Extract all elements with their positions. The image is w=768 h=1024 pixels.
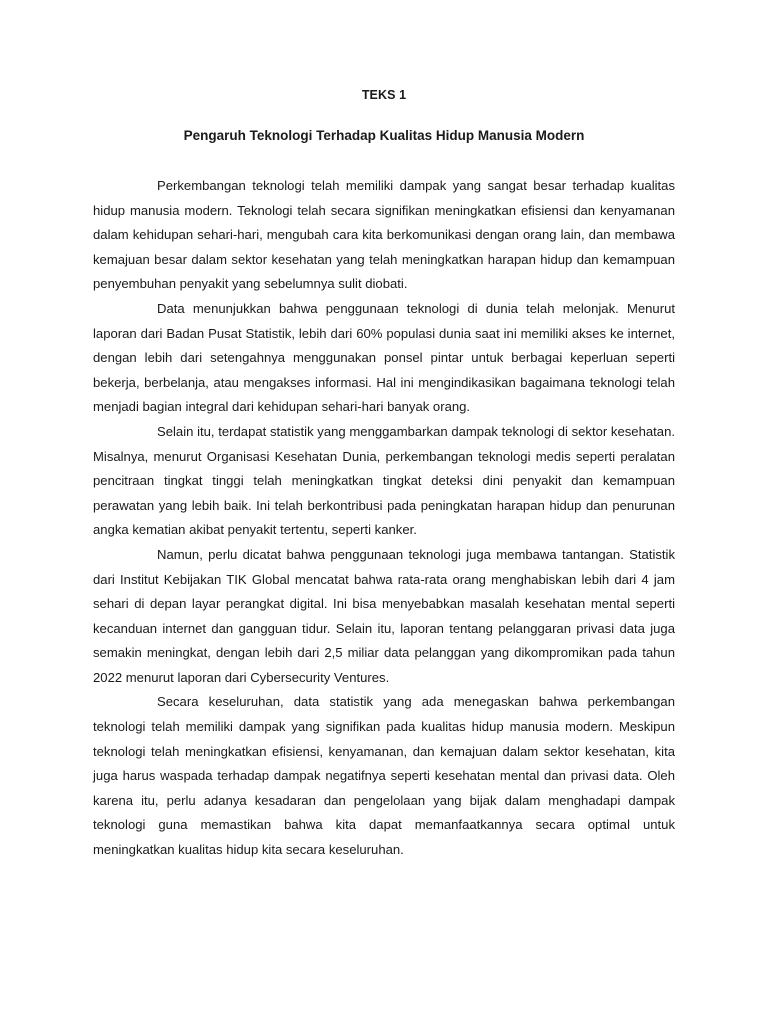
paragraph: Selain itu, terdapat statistik yang menggambarkan dampak teknologi di sektor kesehatan. Misalnya, menurut Organisasi Kesehatan Dunia, perkembangan teknologi medis seperti peralatan pencitraan tingkat tinggi telah meningkatkan tingkat deteksi dini penyakit dan kemampuan perawatan yang lebih baik. Ini telah berkontribusi pada peningkatan harapan hidup dan penurunan angka kematian akibat penyakit tertentu, seperti kanker. xyxy=(93,423,675,538)
paragraph: Secara keseluruhan, data statistik yang ada menegaskan bahwa perkembangan teknologi telah memiliki dampak yang signifikan pada kualitas hidup manusia modern. Meskipun teknologi telah meningkatkan efisiensi, kenyamanan, dan kemajuan dalam sektor kesehatan, kita juga harus waspada terhadap dampak negatifnya seperti kesehatan mental dan privasi data. Oleh karena itu, perlu adanya kesadaran dan pengelolaan yang bijak dalam menghadapi dampak teknologi guna memastikan bahwa kita dapat memanfaatkannya secara optimal untuk meningkatkan kualitas hidup kita secara keseluruhan. xyxy=(93,694,675,858)
document-title: Pengaruh Teknologi Terhadap Kualitas Hidup Manusia Modern xyxy=(183,128,585,143)
document-label: TEKS 1 xyxy=(361,88,407,102)
paragraph: Perkembangan teknologi telah memiliki dampak yang sangat besar terhadap kualitas hidup manusia modern. Teknologi telah secara signifikan meningkatkan efisiensi dan kenyamanan dalam kehidupan sehari-hari, mengubah cara kita berkomunikasi dengan orang lain, dan membawa kemajuan besar dalam sektor kesehatan yang telah meningkatkan harapan hidup dan kemampuan penyembuhan penyakit yang sebelumnya sulit diobati. xyxy=(93,178,675,292)
paragraph: Namun, perlu dicatat bahwa penggunaan teknologi juga membawa tantangan. Statistik dari Institut Kebijakan TIK Global mencatat bahwa rata-rata orang menghabiskan lebih dari 4 jam sehari di depan layar perangkat digital. Ini bisa menyebabkan masalah kesehatan mental seperti kecanduan internet dan gangguan tidur. Selain itu, laporan tentang pelanggaran privasi data juga semakin meningkat, dengan lebih dari 2,5 miliar data pelanggan yang dikompromikan pada tahun 2022 menurut laporan dari Cybersecurity Ventures. xyxy=(93,546,675,685)
paragraph: Data menunjukkan bahwa penggunaan teknologi di dunia telah melonjak. Menurut laporan dari Badan Pusat Statistik, lebih dari 60% populasi dunia saat ini memiliki akses ke internet, dengan lebih dari setengahnya menggunakan ponsel pintar untuk berbagai keperluan seperti bekerja, berbelanja, atau mengakses informasi. Hal ini mengindikasikan bagaimana teknologi telah menjadi bagian integral dari kehidupan sehari-hari banyak orang. xyxy=(93,300,675,415)
document-body xyxy=(93,174,675,863)
